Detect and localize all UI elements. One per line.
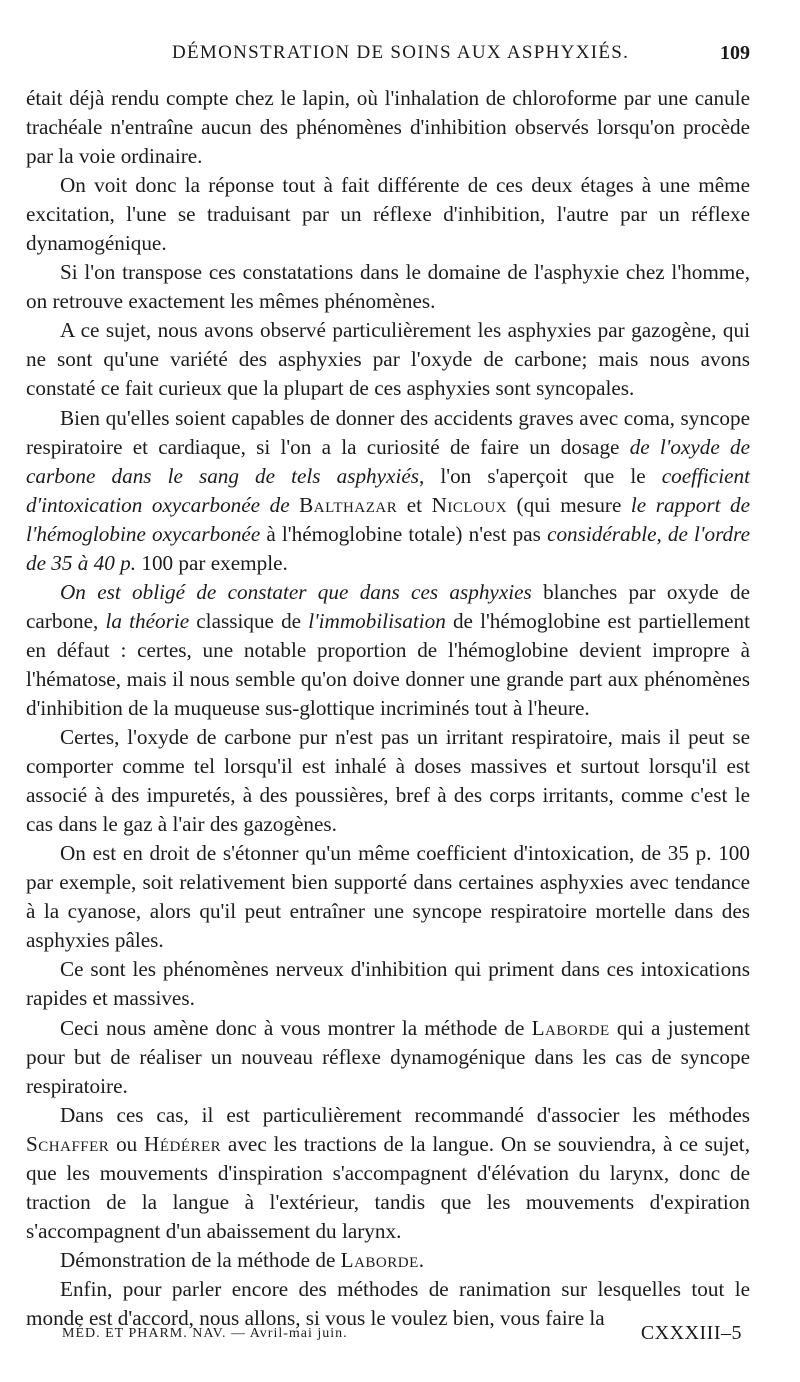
paragraph-9: [26, 955, 750, 1013]
italic-text: On est obligé de constater que dans ces asphyxies: [60, 579, 532, 604]
italic-text: le rapport de l'hémoglobine oxycarbonée: [26, 492, 750, 546]
text-run: Démonstration de la méthode de: [60, 1247, 341, 1272]
text-run: A ce sujet, nous avons observé particulièrement les asphyxies par gazogène, qui ne sont qu'une variété des asphyxies par l'oxyde de carbone; mais nous avons constaté ce fait curieux que la plupart de ces asphyxies sont syncopales.: [26, 318, 750, 401]
text-run: Bien qu'elles soient capables de donner des accidents graves avec coma, syncope respiratoire et cardiaque, si l'on a la curiosité de faire un dosage: [26, 405, 750, 459]
running-header: [0, 42, 800, 72]
paragraph-2: [26, 171, 750, 258]
italic-text: la théorie: [105, 608, 190, 633]
running-title: DÉMONSTRATION DE SOINS AUX ASPHYXIÉS.: [172, 42, 630, 63]
paragraph-6: [26, 578, 750, 723]
body-text: [26, 84, 750, 1333]
paragraph-3: [26, 258, 750, 316]
text-run: Certes, l'oxyde de carbone pur n'est pas un irritant respiratoire, mais il peut se comporter comme tel lorsqu'il est inhalé à doses massives et surtout lorsqu'il est associé à des impuretés, à des poussières, bref à des corps irritants, comme c'est le cas dans le gaz à l'air des gazogènes.: [26, 725, 750, 837]
paragraph-1: [26, 84, 750, 171]
italic-text: coefficient d'intoxication oxycarbonée de: [26, 463, 750, 517]
text-run: blanches par oxyde de carbone,: [26, 579, 750, 633]
text-run: à l'hémoglobine totale) n'est pas: [260, 521, 548, 546]
italic-text: de l'oxyde de carbone dans le sang de tels asphyxiés: [26, 434, 750, 488]
paragraph-5: [26, 404, 750, 578]
footer-journal-info: [62, 1326, 348, 1342]
author-name: Laborde: [340, 1247, 419, 1272]
text-run: et: [397, 492, 432, 517]
text-run: de l'hémoglobine est partiellement en défaut : certes, une notable proportion de l'hémoglobine devient impropre à l'hématose, mais il nous semble qu'on doive donner une grande part aux phénomènes d'inhibition de la muqueuse sus-glottique incriminés tout à l'heure.: [26, 608, 750, 720]
footer-signature: CXXXIII–5: [640, 1322, 742, 1344]
paragraph-10: [26, 1014, 750, 1101]
text-run: (qui mesure: [507, 492, 631, 517]
text-run: avec les tractions de la langue. On se souviendra, à ce sujet, que les mouvements d'inspiration s'accompagnent d'élévation du larynx, donc de traction de la langue à l'extérieur, tandis que les mouvements d'expiration s'accompagnent d'un abaissement du larynx.: [26, 1131, 750, 1243]
text-run: Ceci nous amène donc à vous montrer la méthode de: [60, 1015, 532, 1040]
text-run: Si l'on transpose ces constatations dans le domaine de l'asphyxie chez l'homme, on retrouve exactement les mêmes phénomènes.: [26, 260, 750, 314]
text-run: ou: [109, 1131, 145, 1156]
text-run: On voit donc la réponse tout à fait différente de ces deux étages à une même excitation, l'une se traduisant par un réflexe d'inhibition, l'autre par un réflexe dynamogénique.: [26, 173, 750, 256]
footer-journal: MÉD. ET PHARM. NAV.: [62, 1326, 227, 1341]
italic-text: l'immobilisation: [308, 608, 446, 633]
text-run: Ce sont les phénomènes nerveux d'inhibition qui priment dans ces intoxications rapides et massives.: [26, 957, 750, 1011]
text-run: Dans ces cas, il est particulièrement recommandé d'associer les méthodes: [60, 1102, 750, 1127]
text-run: On est en droit de s'étonner qu'un même coefficient d'intoxication, de 35 p. 100 par exemple, soit relativement bien supporté dans certaines asphyxies avec tendance à la cyanose, alors qu'il peut entraîner une syncope respiratoire mortelle dans des asphyxies pâles.: [26, 841, 750, 953]
author-name: Schaffer: [26, 1131, 110, 1156]
text-run: qui a justement pour but de réaliser un nouveau réflexe dynamogénique dans les cas de syncope respiratoire.: [26, 1015, 750, 1098]
author-name: Balthazar: [299, 492, 398, 517]
paragraph-4: [26, 316, 750, 403]
footer-issue: — Avril-mai juin.: [230, 1326, 348, 1341]
page-number: 109: [720, 42, 750, 64]
paragraph-12: [26, 1246, 750, 1275]
text-run: , l'on s'aperçoit que le: [419, 463, 662, 488]
text-run: .: [418, 1247, 425, 1272]
paragraph-8: [26, 839, 750, 955]
italic-text: considérable, de l'ordre de 35 à 40 p.: [26, 521, 750, 575]
paragraph-11: [26, 1101, 750, 1246]
text-run: était déjà rendu compte chez le lapin, où l'inhalation de chloroforme par une canule trachéale n'entraîne aucun des phénomènes d'inhibition observés lorsqu'on procède par la voie ordinaire.: [26, 86, 750, 169]
author-name: Laborde: [531, 1015, 610, 1040]
text-run: Enfin, pour parler encore des méthodes de ranimation sur lesquelles tout le monde est d'accord, nous allons, si vous le voulez bien, vous faire la: [26, 1276, 750, 1330]
author-name: Hédérer: [144, 1131, 222, 1156]
author-name: Nicloux: [431, 492, 508, 517]
text-run: 100 par exemple.: [136, 550, 288, 575]
page-footer: [0, 1322, 800, 1352]
text-run: classique de: [189, 608, 309, 633]
paragraph-7: [26, 723, 750, 839]
